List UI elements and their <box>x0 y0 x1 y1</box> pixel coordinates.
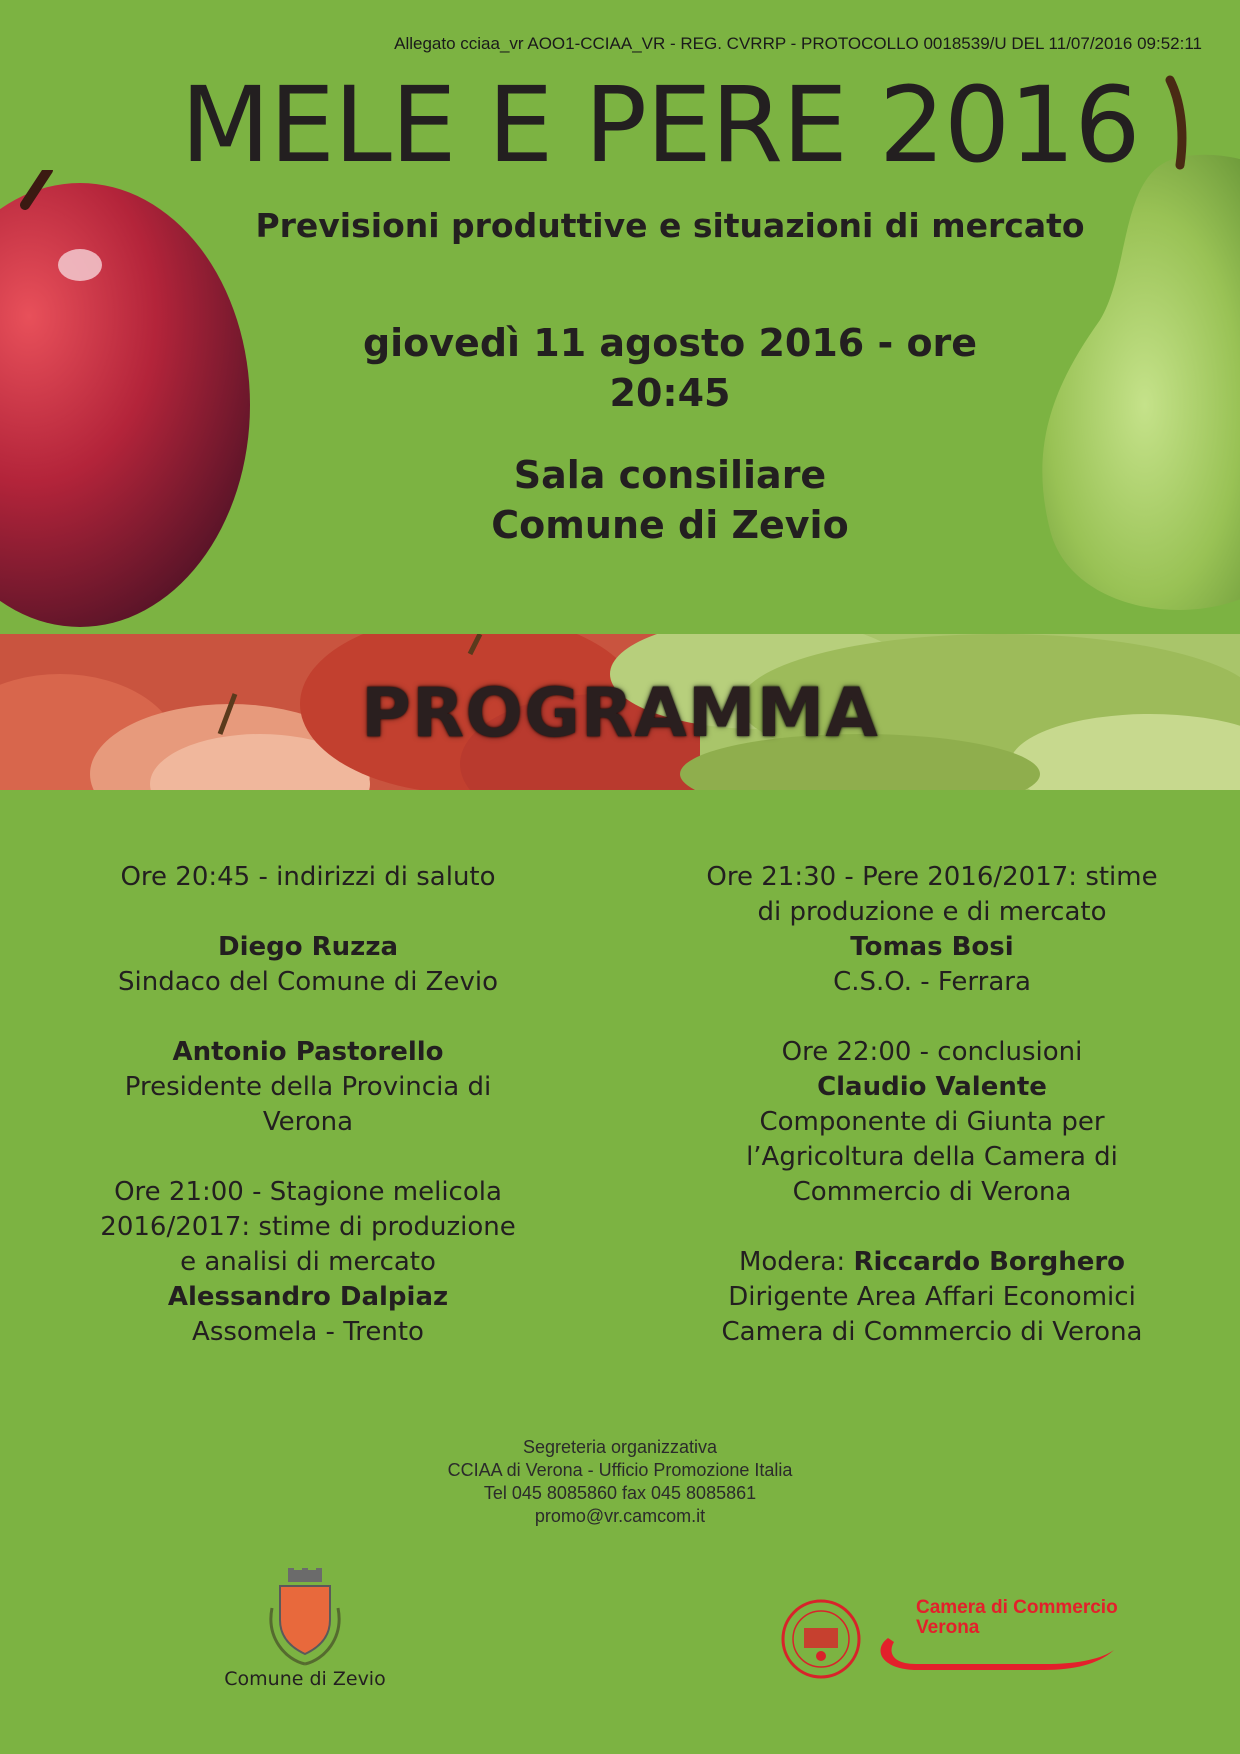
event-venue <box>300 450 1040 550</box>
venue-hall: Sala consiliare <box>513 453 827 497</box>
speaker-role: Assomela - Trento <box>192 1317 424 1347</box>
program-time: Ore 20:45 - indirizzi di saluto <box>120 862 496 892</box>
program-item <box>68 860 548 895</box>
speaker-role: Camera di Commercio di Verona <box>721 1317 1143 1347</box>
programma-heading: PROGRAMMA <box>361 674 879 753</box>
program-item <box>692 860 1172 1000</box>
program-column-right <box>692 860 1172 1385</box>
speaker-role: C.S.O. - Ferrara <box>833 967 1031 997</box>
speaker-name: Antonio Pastorello <box>172 1037 444 1067</box>
program-item <box>68 1035 548 1140</box>
speaker-name: Alessandro Dalpiaz <box>167 1282 449 1312</box>
speaker-name: Claudio Valente <box>817 1072 1047 1102</box>
moderator-name: Riccardo Borghero <box>853 1247 1126 1277</box>
program-topic: Ore 22:00 - conclusioni <box>781 1037 1083 1067</box>
program-item <box>68 1175 548 1350</box>
moderator-line <box>692 1245 1172 1280</box>
organizer-phone: Tel 045 8085860 fax 045 8085861 <box>483 1483 757 1503</box>
event-time-line: 20:45 <box>609 371 731 415</box>
zevio-logo-caption: Comune di Zevio <box>224 1668 386 1690</box>
speaker-role: Verona <box>262 1107 354 1137</box>
chamber-seal-icon <box>780 1598 862 1680</box>
program-item <box>692 1035 1172 1210</box>
speaker-role: Dirigente Area Affari Economici <box>728 1282 1136 1312</box>
speaker-role: Presidente della Provincia di <box>124 1072 492 1102</box>
program-topic: Ore 21:00 - Stagione melicola <box>114 1177 502 1207</box>
venue-town: Comune di Zevio <box>491 503 849 547</box>
protocol-stamp: Allegato cciaa_vr AOO1-CCIAA_VR - REG. CVRRP - PROTOCOLLO 0018539/U DEL 11/07/2016 09:52:11 <box>394 34 1202 53</box>
speaker-name: Diego Ruzza <box>218 932 398 962</box>
event-date-line: giovedì 11 agosto 2016 - ore <box>362 321 978 365</box>
zevio-crest-icon <box>266 1568 344 1668</box>
program-topic: Ore 21:30 - Pere 2016/2017: stime <box>706 862 1158 892</box>
program-topic: 2016/2017: stime di produzione <box>100 1212 516 1242</box>
program-item <box>692 1245 1172 1350</box>
organizer-email: promo@vr.camcom.it <box>534 1506 706 1526</box>
program-topic: di produzione e di mercato <box>757 897 1107 927</box>
apple-illustration <box>0 170 250 630</box>
chamber-city: Verona <box>916 1617 980 1638</box>
organizer-label: Segreteria organizzativa <box>522 1437 718 1457</box>
speaker-role: l’Agricoltura della Camera di <box>746 1142 1118 1172</box>
moderator-prefix: Modera: <box>738 1247 854 1277</box>
chamber-of-commerce-logo <box>874 1598 1120 1678</box>
speaker-role: Sindaco del Comune di Zevio <box>117 967 499 997</box>
speaker-role: Componente di Giunta per <box>759 1107 1105 1137</box>
chamber-name: Camera di Commercio <box>916 1597 1118 1618</box>
event-date <box>300 318 1040 418</box>
program-item <box>68 930 548 1000</box>
event-subtitle: Previsioni produttive e situazioni di mercato <box>255 206 1085 245</box>
program-topic: e analisi di mercato <box>180 1247 436 1277</box>
speaker-name: Tomas Bosi <box>850 932 1014 962</box>
program-column-left <box>68 860 548 1385</box>
speaker-role: Commercio di Verona <box>792 1177 1072 1207</box>
organizer-office: CCIAA di Verona - Ufficio Promozione Italia <box>447 1460 793 1480</box>
organizer-contact <box>320 1436 920 1528</box>
event-title: MELE E PERE 2016 <box>180 64 1140 186</box>
